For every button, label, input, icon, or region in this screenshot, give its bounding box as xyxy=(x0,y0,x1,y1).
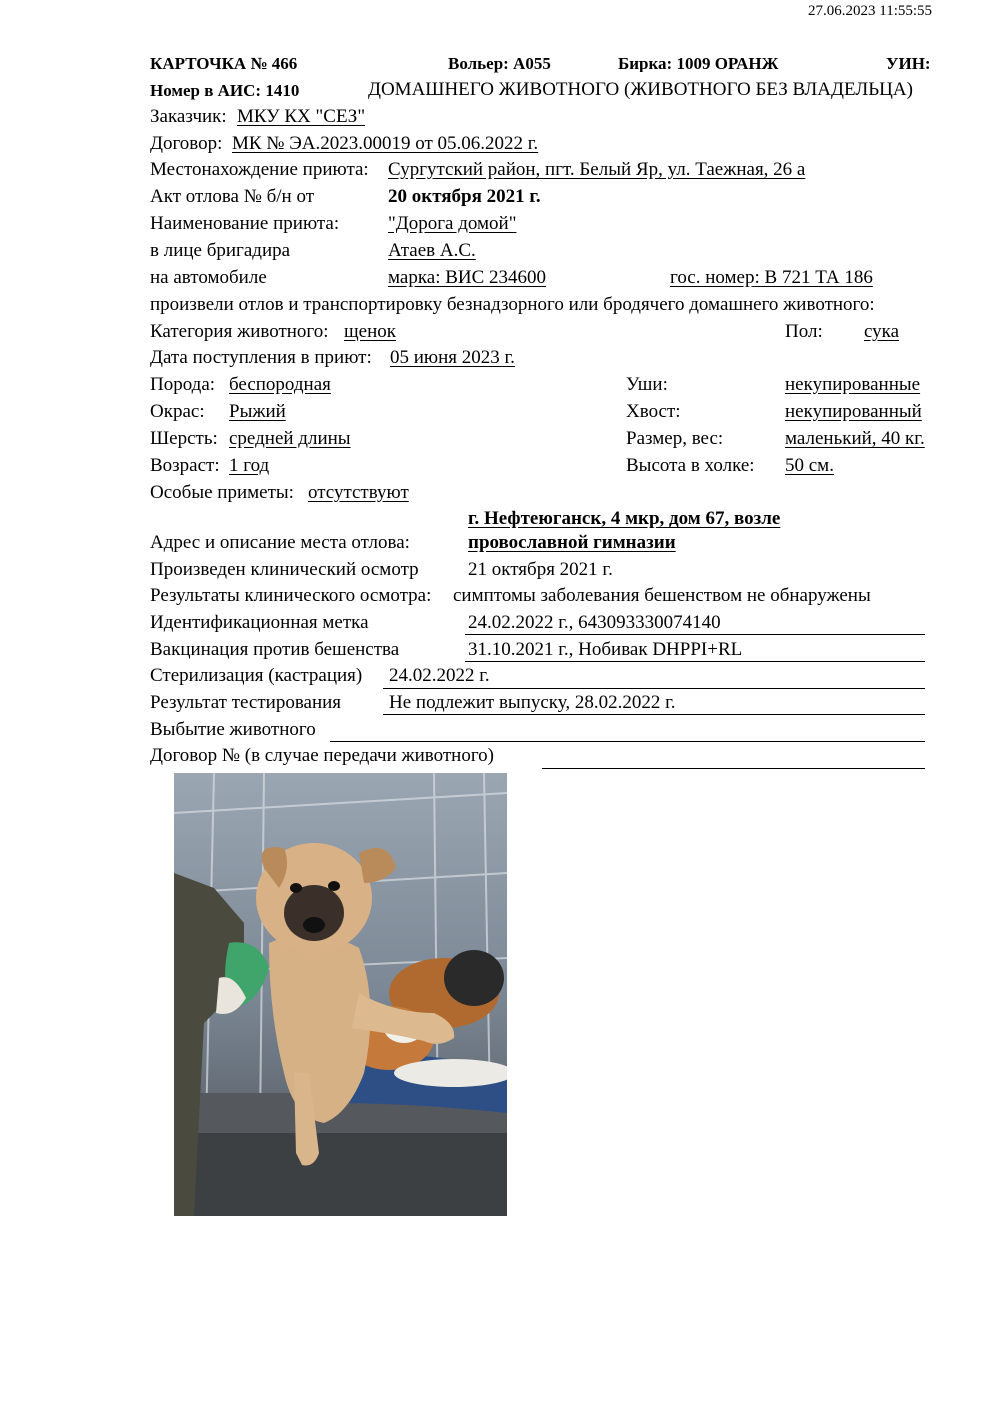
marks-label: Особые приметы: xyxy=(150,482,294,503)
exam-date: 21 октября 2021 г. xyxy=(468,559,613,580)
color-value: Рыжий xyxy=(229,401,286,422)
print-timestamp: 27.06.2023 11:55:55 xyxy=(808,3,933,19)
address-label: Адрес и описание места отлова: xyxy=(150,532,410,553)
height-value: 50 см. xyxy=(785,455,834,476)
car-label: на автомобиле xyxy=(150,267,267,288)
customer-label: Заказчик: xyxy=(150,106,227,127)
document-title: ДОМАШНЕГО ЖИВОТНОГО (ЖИВОТНОГО БЕЗ ВЛАДЕЛЬЦА) xyxy=(368,79,913,100)
sterilization-label: Стерилизация (кастрация) xyxy=(150,665,363,686)
animal-photo xyxy=(174,773,507,1216)
arrival-value: 05 июня 2023 г. xyxy=(390,347,515,368)
height-label: Высота в холке: xyxy=(626,455,755,476)
statement: произвели отлов и транспортировку безнадзорного или бродячего домашнего животного: xyxy=(150,294,875,315)
size-label: Размер, вес: xyxy=(626,428,724,449)
address-line1: г. Нефтеюганск, 4 мкр, дом 67, возле xyxy=(468,508,781,529)
location-label: Местонахождение приюта: xyxy=(150,159,369,180)
contract-value: МК № ЭА.2023.00019 от 05.06.2022 г. xyxy=(232,133,539,154)
age-label: Возраст: xyxy=(150,455,220,476)
id-underline xyxy=(465,634,925,635)
ears-label: Уши: xyxy=(626,374,668,395)
vaccine-underline xyxy=(465,661,925,662)
customer-value: МКУ КХ "СЕЗ" xyxy=(237,106,366,127)
id-label: Идентификационная метка xyxy=(150,612,369,633)
age-value: 1 год xyxy=(229,455,270,476)
sterilization-underline xyxy=(383,688,925,689)
shelter-value: "Дорога домой" xyxy=(388,213,517,234)
car-brand: марка: ВИС 234600 xyxy=(388,267,547,288)
category-label: Категория животного: xyxy=(150,321,329,342)
location-value: Сургутский район, пгт. Белый Яр, ул. Таежная, 26 а xyxy=(388,159,806,180)
fur-value: средней длины xyxy=(229,428,351,449)
aviary: Вольер: А055 xyxy=(448,54,551,73)
test-value: Не подлежит выпуску, 28.02.2022 г. xyxy=(389,692,676,713)
vaccine-label: Вакцинация против бешенства xyxy=(150,639,400,660)
car-number: гос. номер: В 721 ТА 186 xyxy=(670,267,873,288)
tail-label: Хвост: xyxy=(626,401,681,422)
uin: УИН: xyxy=(886,54,931,73)
marks-value: отсутствуют xyxy=(308,482,409,503)
color-label: Окрас: xyxy=(150,401,205,422)
leave-label: Выбытие животного xyxy=(150,719,316,740)
arrival-label: Дата поступления в приют: xyxy=(150,347,372,368)
tail-value: некупированный xyxy=(785,401,922,422)
exam-result-value: симптомы заболевания бешенством не обнаружены xyxy=(453,585,871,606)
id-value: 24.02.2022 г., 643093330074140 xyxy=(468,612,721,633)
shelter-label: Наименование приюта: xyxy=(150,213,340,234)
transfer-label: Договор № (в случае передачи животного) xyxy=(150,745,494,766)
leave-underline xyxy=(330,741,925,742)
sex-value: сука xyxy=(864,321,900,342)
contract-label: Договор: xyxy=(150,133,223,154)
category-value: щенок xyxy=(344,321,396,342)
sterilization-value: 24.02.2022 г. xyxy=(389,665,490,686)
size-value: маленький, 40 кг. xyxy=(785,428,925,449)
brigadier-value: Атаев А.С. xyxy=(388,240,476,261)
test-underline xyxy=(383,714,925,715)
address-line2: провославной гимназии xyxy=(468,532,676,553)
vaccine-value: 31.10.2021 г., Нобивак DHPPI+RL xyxy=(468,639,743,660)
exam-result-label: Результаты клинического осмотра: xyxy=(150,585,432,606)
transfer-underline xyxy=(542,768,925,769)
breed-value: беспородная xyxy=(229,374,331,395)
test-label: Результат тестирования xyxy=(150,692,342,713)
breed-label: Порода: xyxy=(150,374,216,395)
ais-number: Номер в АИС: 1410 xyxy=(150,81,300,100)
tag: Бирка: 1009 ОРАНЖ xyxy=(618,55,779,72)
exam-label: Произведен клинический осмотр xyxy=(150,559,419,580)
brigadier-label: в лице бригадира xyxy=(150,240,291,261)
card-number: КАРТОЧКА № 466 xyxy=(150,54,298,73)
act-date: 20 октября 2021 г. xyxy=(388,186,541,207)
ears-value: некупированные xyxy=(785,374,921,395)
sex-label: Пол: xyxy=(785,321,823,342)
fur-label: Шерсть: xyxy=(150,428,218,449)
act-label: Акт отлова № б/н от xyxy=(150,186,315,207)
